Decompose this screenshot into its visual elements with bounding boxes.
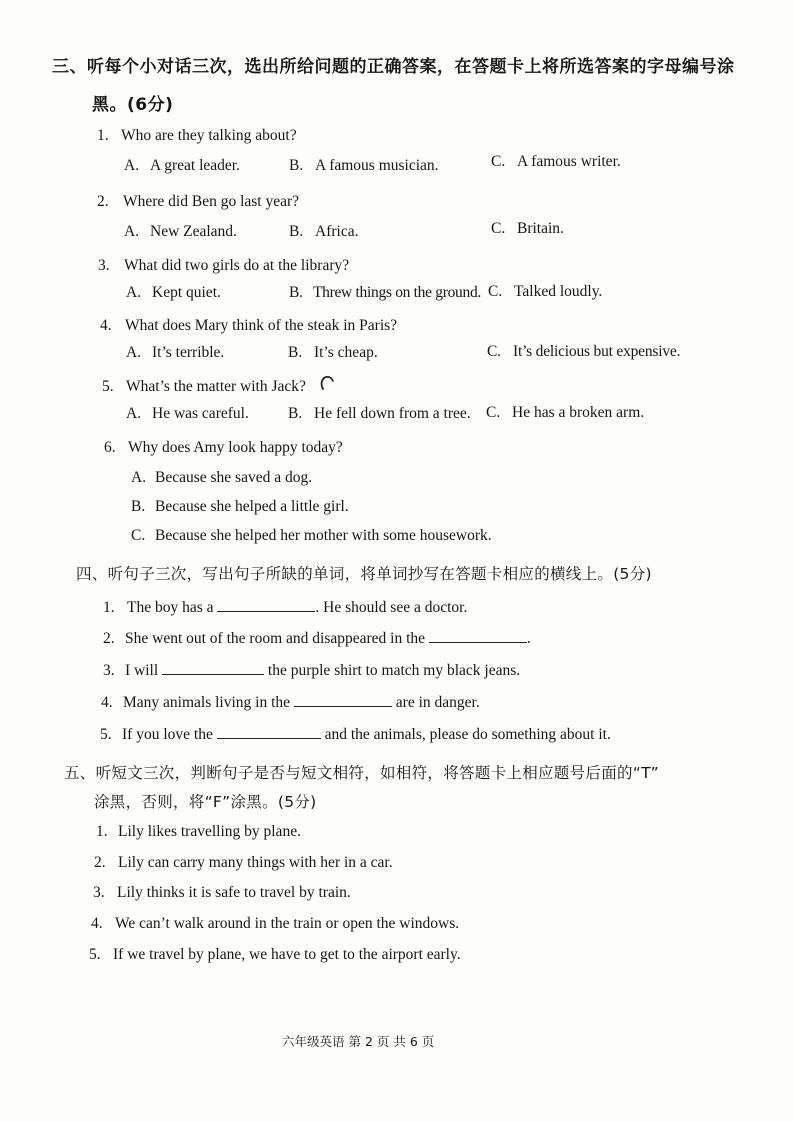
s3-question-2: 2. Where did Ben go last year? (97, 193, 300, 210)
s5-item-4: 4. We can’t walk around in the train or open the windows. (91, 915, 460, 932)
s3-q3-option-a: A. Kept quiet. (126, 284, 221, 301)
s3-q2-option-a: A. New Zealand. (124, 223, 237, 240)
s3-q1-text: Who are they talking about? (121, 127, 297, 144)
s3-q5-option-c: C. He has a broken arm. (486, 404, 645, 421)
s3-q1-number: 1. (97, 127, 109, 144)
s3-q2-option-c: C. Britain. (491, 220, 564, 237)
s3-q5-option-a: A. He was careful. (126, 405, 249, 422)
s4-item-3-blank[interactable] (162, 660, 264, 675)
s4-item-5: 5. If you love the and the animals, please do something about it. (100, 726, 611, 743)
s3-q1-option-b: B. A famous musician. (289, 157, 439, 174)
section4-title: 听句子三次，写出句子所缺的单词，将单词抄写在答题卡相应的横线上。(5分) (107, 565, 652, 583)
s3-question-5: 5. What’s the matter with Jack? (102, 378, 306, 395)
s4-item-3: 3. I will the purple shirt to match my black jeans. (103, 662, 521, 679)
s3-question-3: 3. What did two girls do at the library? (98, 257, 350, 274)
section5-title-line2: 涂黑，否则，将“F”涂黑。(5分) (94, 793, 317, 811)
s4-item-4-blank[interactable] (294, 692, 392, 707)
section4-number: 四、 (76, 565, 108, 583)
s3-q4-option-a: A. It’s terrible. (126, 344, 225, 361)
s3-q4-option-b: B. It’s cheap. (288, 344, 378, 361)
s3-q4-option-c: C. It’s delicious but expensive. (487, 343, 681, 360)
section3-title-line2: 黑。(6分) (92, 95, 174, 115)
s5-item-5: 5. If we travel by plane, we have to get to the airport early. (89, 946, 461, 963)
s3-q6-option-b: B. Because she helped a little girl. (131, 498, 349, 515)
s4-item-4: 4. Many animals living in the are in danger. (101, 694, 480, 711)
s3-q1-option-a: A. A great leader. (124, 157, 240, 174)
pen-mark-icon (314, 372, 338, 396)
page-footer: 六年级英语 第 2 页 共 6 页 (282, 1034, 435, 1049)
s3-q6-option-a: A. Because she saved a dog. (131, 469, 313, 486)
s3-q3-option-b: B. Threw things on the ground. (289, 284, 481, 301)
section5-title-line1: 听短文三次，判断句子是否与短文相符，如相符，将答题卡上相应题号后面的“T” (95, 764, 659, 782)
section3-heading (52, 52, 735, 77)
s3-question-6: 6. Why does Amy look happy today? (104, 439, 343, 456)
section5-number: 五、 (64, 764, 96, 782)
s3-question-1 (97, 127, 297, 145)
s4-item-1: 1. The boy has a . He should see a doctor. (103, 599, 468, 616)
section5-heading (64, 761, 659, 783)
s3-question-4: 4. What does Mary think of the steak in Paris? (100, 317, 398, 334)
section3-number: 三、 (52, 57, 87, 77)
s5-item-2: 2. Lily can carry many things with her in a car. (94, 854, 393, 871)
s4-item-2: 2. She went out of the room and disappeared in the . (103, 630, 531, 647)
s5-item-3: 3. Lily thinks it is safe to travel by train. (93, 884, 351, 901)
s3-q3-option-c: C. Talked loudly. (488, 283, 603, 300)
s3-q5-option-b: B. He fell down from a tree. (288, 405, 471, 422)
s3-q2-option-b: B. Africa. (289, 223, 359, 240)
section4-heading (76, 562, 652, 584)
s3-q6-option-c: C. Because she helped her mother with some housework. (131, 527, 492, 544)
s3-q1-option-c: C. A famous writer. (491, 153, 621, 170)
s5-item-1: 1. Lily likes travelling by plane. (96, 823, 301, 840)
section3-title-line1: 听每个小对话三次，选出所给问题的正确答案，在答题卡上将所选答案的字母编号涂 (87, 57, 735, 77)
s4-item-5-blank[interactable] (217, 724, 321, 739)
s4-item-1-blank[interactable] (217, 597, 315, 612)
s4-item-2-blank[interactable] (429, 628, 527, 643)
